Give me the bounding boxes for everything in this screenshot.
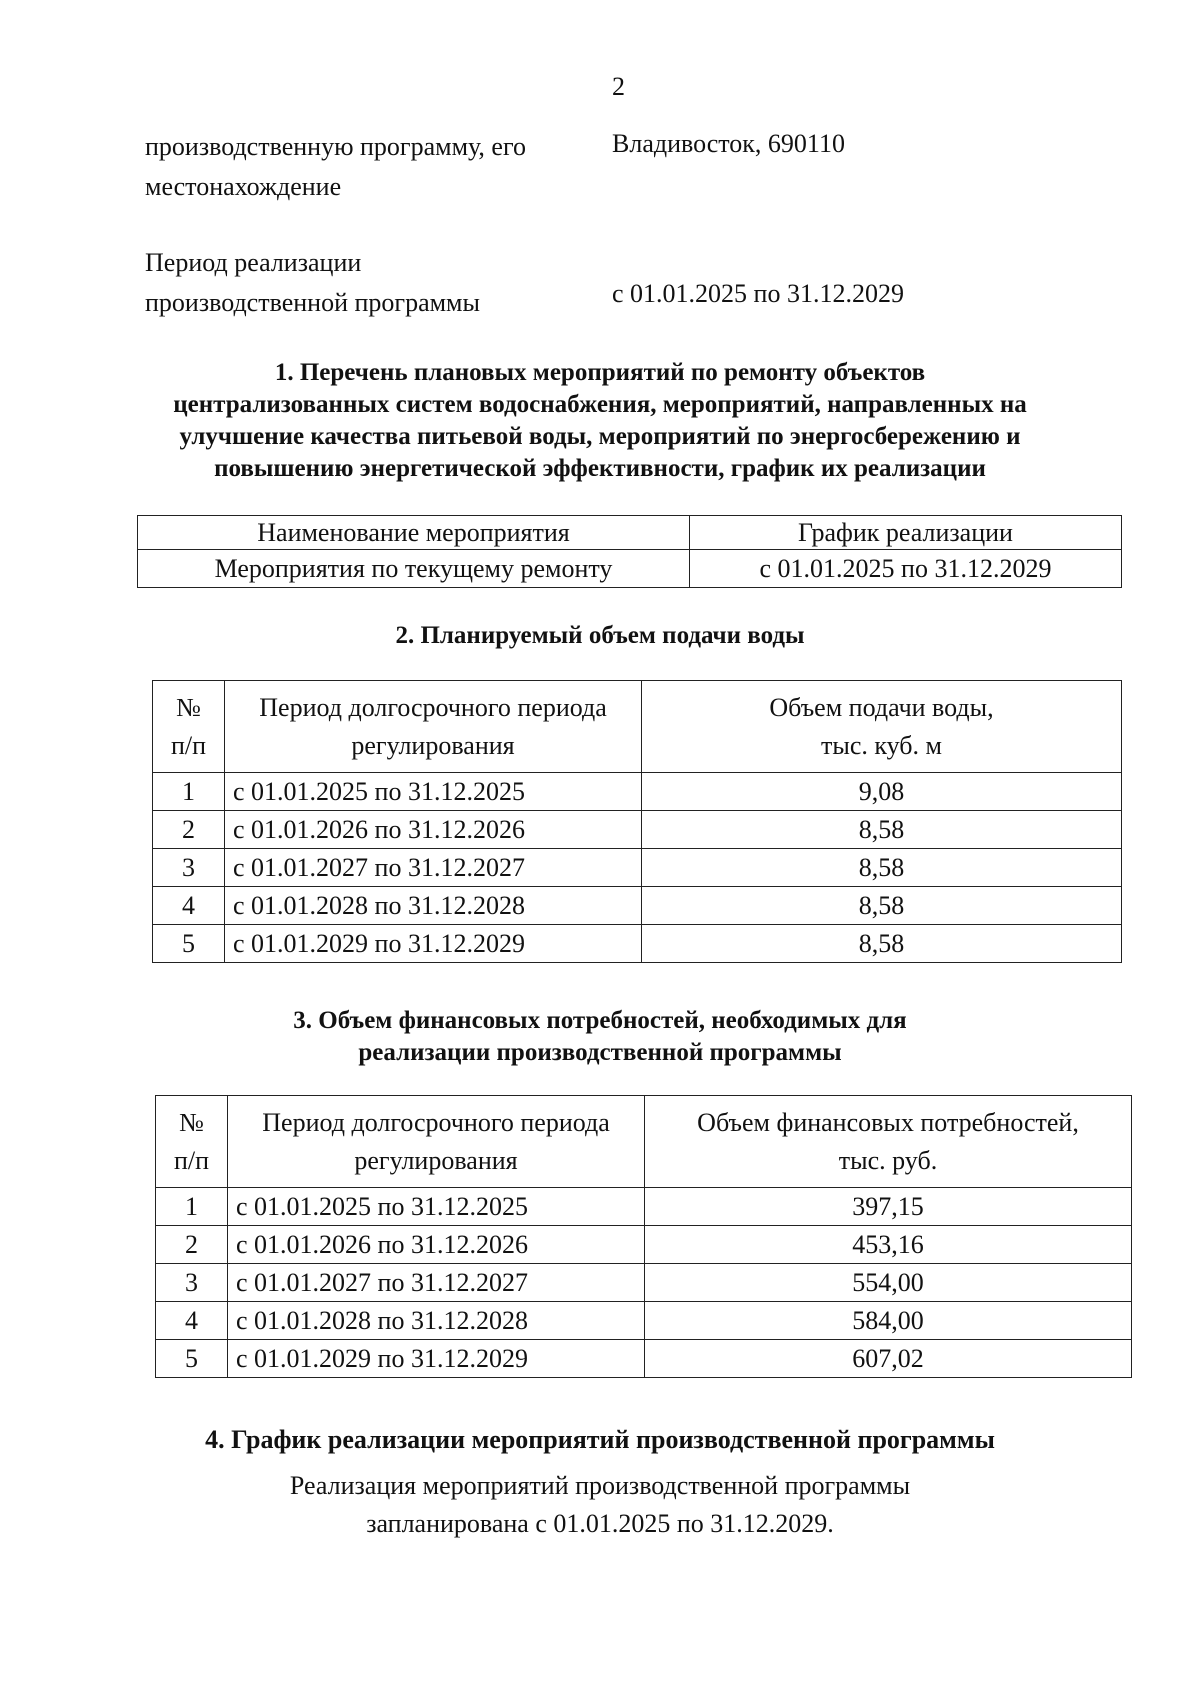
water-supply-table bbox=[152, 680, 1122, 963]
table-row bbox=[156, 1226, 1132, 1264]
header-line: Объем подачи воды, bbox=[769, 692, 994, 722]
row-value: 9,08 bbox=[642, 773, 1122, 811]
row-period: с 01.01.2025 по 31.12.2025 bbox=[228, 1188, 645, 1226]
header-line: регулирования bbox=[351, 730, 515, 760]
section4-text-line: запланирована с 01.01.2025 по 31.12.2029. bbox=[366, 1509, 834, 1538]
table-row bbox=[153, 925, 1122, 963]
row-value: 8,58 bbox=[642, 849, 1122, 887]
period-label bbox=[145, 243, 480, 323]
table-row bbox=[153, 811, 1122, 849]
section1-title bbox=[120, 357, 1080, 485]
section4-text bbox=[120, 1467, 1080, 1543]
location-label-line: производственную программу, его bbox=[145, 132, 526, 161]
table-row bbox=[156, 1340, 1132, 1378]
table-header-row bbox=[153, 681, 1122, 773]
row-number: 5 bbox=[153, 925, 225, 963]
row-period: с 01.01.2029 по 31.12.2029 bbox=[225, 925, 642, 963]
row-number: 1 bbox=[156, 1188, 228, 1226]
row-value: 8,58 bbox=[642, 811, 1122, 849]
row-value: 8,58 bbox=[642, 925, 1122, 963]
row-value: 8,58 bbox=[642, 887, 1122, 925]
header-line: регулирования bbox=[354, 1145, 518, 1175]
period-value: с 01.01.2025 по 31.12.2029 bbox=[612, 279, 904, 308]
row-number: 2 bbox=[156, 1226, 228, 1264]
row-period: с 01.01.2027 по 31.12.2027 bbox=[228, 1264, 645, 1302]
row-period: с 01.01.2026 по 31.12.2026 bbox=[225, 811, 642, 849]
row-number: 5 bbox=[156, 1340, 228, 1378]
column-header-num bbox=[153, 681, 225, 773]
page-number: 2 bbox=[612, 72, 625, 101]
header-line: п/п bbox=[170, 730, 207, 760]
header-line: п/п bbox=[173, 1145, 210, 1175]
row-period: с 01.01.2026 по 31.12.2026 bbox=[228, 1226, 645, 1264]
header-line: Период долгосрочного периода bbox=[262, 1107, 610, 1137]
section1-title-line: 1. Перечень плановых мероприятий по ремонту объектов bbox=[274, 359, 926, 386]
period-label-line: производственной программы bbox=[145, 288, 480, 317]
activity-schedule-cell: с 01.01.2025 по 31.12.2029 bbox=[690, 550, 1122, 588]
section3-title-line: 3. Объем финансовых потребностей, необходимых для bbox=[293, 1007, 907, 1034]
table-header-row bbox=[138, 516, 1122, 550]
financial-needs-table bbox=[155, 1095, 1132, 1378]
table-row bbox=[153, 773, 1122, 811]
activity-name-cell: Мероприятия по текущему ремонту bbox=[138, 550, 690, 588]
row-period: с 01.01.2029 по 31.12.2029 bbox=[228, 1340, 645, 1378]
row-value: 453,16 bbox=[645, 1226, 1132, 1264]
row-value: 397,15 bbox=[645, 1188, 1132, 1226]
header-line: тыс. куб. м bbox=[821, 730, 942, 760]
section2-title: 2. Планируемый объем подачи воды bbox=[395, 622, 805, 649]
section3-title bbox=[120, 1005, 1080, 1069]
row-number: 2 bbox=[153, 811, 225, 849]
location-label-line: местонахождение bbox=[145, 172, 342, 201]
row-period: с 01.01.2025 по 31.12.2025 bbox=[225, 773, 642, 811]
table-row bbox=[153, 849, 1122, 887]
row-number: 4 bbox=[153, 887, 225, 925]
table-row bbox=[153, 887, 1122, 925]
period-label-line: Период реализации bbox=[145, 248, 362, 277]
table-row bbox=[156, 1188, 1132, 1226]
activities-table bbox=[137, 515, 1122, 588]
table-header-row bbox=[156, 1096, 1132, 1188]
column-header-period bbox=[225, 681, 642, 773]
row-number: 3 bbox=[156, 1264, 228, 1302]
section3-title-line: реализации производственной программы bbox=[358, 1039, 842, 1066]
row-period: с 01.01.2028 по 31.12.2028 bbox=[228, 1302, 645, 1340]
table-row bbox=[138, 550, 1122, 588]
column-header-num bbox=[156, 1096, 228, 1188]
section4-text-line: Реализация мероприятий производственной программы bbox=[289, 1471, 911, 1500]
row-number: 3 bbox=[153, 849, 225, 887]
section1-title-line: централизованных систем водоснабжения, мероприятий, направленных на bbox=[173, 391, 1027, 418]
section1-title-line: повышению энергетической эффективности, график их реализации bbox=[214, 455, 986, 482]
section4-title: 4. График реализации мероприятий производственной программы bbox=[205, 1425, 995, 1454]
header-line: № bbox=[179, 1107, 204, 1137]
row-value: 554,00 bbox=[645, 1264, 1132, 1302]
column-header: Наименование мероприятия bbox=[138, 516, 690, 550]
header-line: № bbox=[176, 692, 201, 722]
section1-title-line: улучшение качества питьевой воды, мероприятий по энергосбережению и bbox=[179, 423, 1021, 450]
row-value: 607,02 bbox=[645, 1340, 1132, 1378]
row-period: с 01.01.2028 по 31.12.2028 bbox=[225, 887, 642, 925]
header-line: Объем финансовых потребностей, bbox=[697, 1107, 1079, 1137]
header-line: тыс. руб. bbox=[838, 1145, 938, 1175]
column-header: График реализации bbox=[690, 516, 1122, 550]
column-header-value bbox=[642, 681, 1122, 773]
table-row bbox=[156, 1264, 1132, 1302]
location-value: Владивосток, 690110 bbox=[612, 129, 845, 158]
location-label bbox=[145, 127, 526, 207]
header-line: Период долгосрочного периода bbox=[259, 692, 607, 722]
column-header-period bbox=[228, 1096, 645, 1188]
row-number: 4 bbox=[156, 1302, 228, 1340]
row-period: с 01.01.2027 по 31.12.2027 bbox=[225, 849, 642, 887]
row-number: 1 bbox=[153, 773, 225, 811]
column-header-value bbox=[645, 1096, 1132, 1188]
row-value: 584,00 bbox=[645, 1302, 1132, 1340]
table-row bbox=[156, 1302, 1132, 1340]
